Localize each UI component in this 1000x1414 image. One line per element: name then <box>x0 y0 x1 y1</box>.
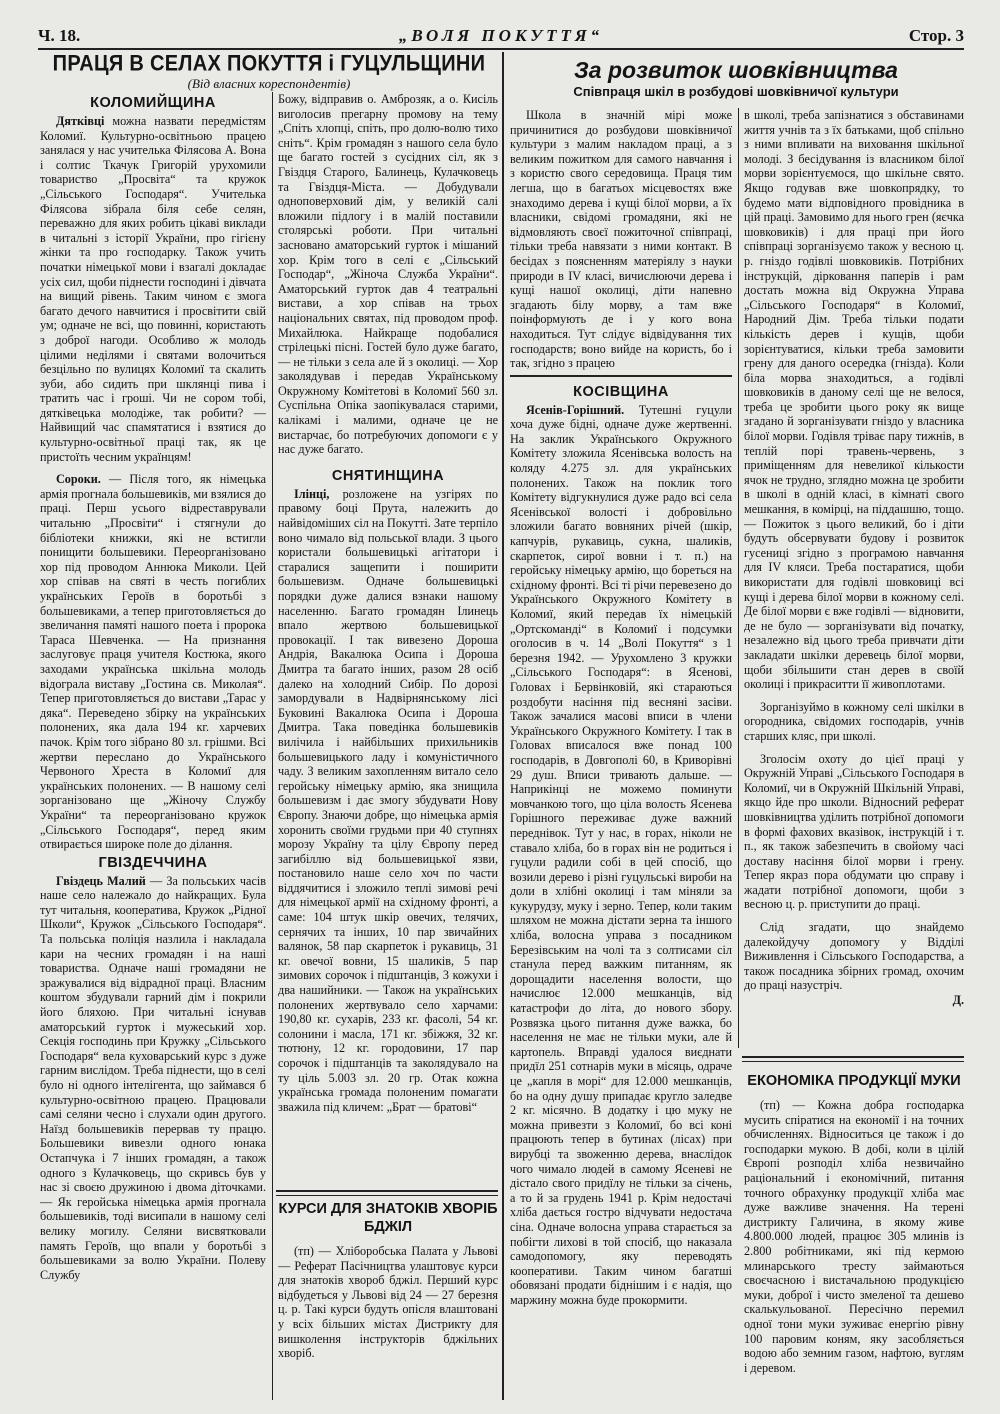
courses-text: (тп) — Хліборобська Палата у Львові — Реферат Пасічництва улаштовує курси для знатоків хвороб бджіл. Перший курс відбудеться у Львові від 24 — 27 березня ц. р. Такі курси будуть опісля влаштовані у всіх більших містах Дистрикту для вишколення інструкторів бджільних хворіб. <box>278 1244 498 1361</box>
page-header <box>38 18 964 48</box>
hvizdets-place: Гвіздець Малий <box>56 873 146 888</box>
soroky-paragraph <box>40 472 266 851</box>
yasiniv-text: Тутешні гуцули хоча дуже бідні, одначе дуже жертвенні. На заклик Українського Окружного Комітету зложила Ясенівська волость на коляду 4.275 зл. для українських полонених. Також на поклик того Комітету відгукнулися дуже радо всі села Ясенівської волості і добровільно зложили багато вовняних річей (шкір, капчурів, рукавиць, сукна, шаликів, скарпеток, сирої вовни і т. п.) на геройську німецьку армію, що бореться на східному фронті. Всі ті річи перевезено до Українського Окружного Комітету в Коломиї, який передав їх німецькій „Ортскоманді“ в Коломиї і подсумки оголосив в ч. 14 „Волі Покуття“ з 1 березня 1942. — Урухомлено 3 кружки „Сільського Господаря“: в Ясенові, Головах і Бервінковій, які стараються роздобути насіння під весняні засіви. Також зачалися масові вписи в члени Українського Окружного Комітету. І так в Головах вписалося вже понад 100 господарів, в Довгополі 60, в Криворівні 29 душ. Вписи тривають дальше. — Наприкінці не можемо поминути мовчанкою того, що ціла волость Ясенева Горішного переживає дуже важний переднівок. Тут у нас, в горах, ніколи не ставало хліба, бо в горах він не родиться і гуцули радили собі в цей спосіб, що возили дерево і різні гуцульські вироби на доли в хлібні околиці і там міняли за кукурудзу, муку і зерно. Тепер, коли таким шляхом не можна дістати зерна та іншого хліба, волосна управа з посадником Березівським на чолі та з солтисами сіл станула перед важким питанням, як дорощадити населення волости, що начислює 12.000 мешканців, від катастрофи до літа, до нового збору. Розвязка цього питання дуже важка, бо населення не має не тільки муки, але й картопель. Вправді удалося виєднати придїл 251 сотнарів муки в місяць, одраче це „капля в морі“ для 12.000 мешканців, бо на одну душу припадає кругло заледве 2 кг. місячно. В додатку і цю муку не можна привезти з Коломиї, бо всі коні працюють тепер в бутинах (лісах) при вирубці та звоженню дерева, внаслідок чого чимало людей в самому Ясеневі не дістало свого придїлу не тільки за січень, а то й за грудень 1941 р. Крім недостачі хліба дається гостро відчувати недостача сіна. Одначе волосна управа старається за побігти лихові в той спосіб, що наказала самодопомогу, яку переводять кооперативи. Таким чином багатші обовязані продати біднішим і є надія, що маржину можна буде прокормити. <box>510 402 732 1307</box>
silk-article-title: За розвиток шовківництва <box>574 57 898 83</box>
kosiv-rule <box>510 375 732 377</box>
silk-article-header <box>508 56 964 108</box>
silk-paragraph-1: Школа в значній мірі може причинитися до розбудови шовківничої культури з малим накладом праці, а з великим пожитком для самого навчання і з користю свого середовища. Праця тим легша, що в багатьох місцевостях вже знаходимо дерева і кущі білої морви, а їх власники, свідомі громадяни, які не відмовляють своєї пожиточної співпраці, тільки треба навязати з ними контакт. В бесідах з поясненням матеріялу з науки природи в IV класі, вичислюючи дерева і кущі нашої околиці, діти напевно згадають білу морву, а там вже поінформують де і у кого вона находиться. Тут слідує відвідування тих господарств; воно вийде на користь, бо і так, згідно з працею <box>510 108 732 371</box>
ilintsi-text: розложене на узгірях по правому боці Прута, належить до найвідоміших сіл на Покутті. Зате терпіло воно чимало від польської влади. З цього користали большевицькі агітатори і старалися защепити і поширити большевизм. Одначе большевицькі порядки дуже далися взнаки нашому населенню. Багато громадян Ілинець впало жертвою большевицької провокації. І так вивезено Дороша Андрія, Вакалюка Осипа і Дороша Дмитра та багато інших, разом 28 осіб далеко на холодний Сибір. По дорозі замордували в Надвірнянському лісі Буковині Вакалюка Осипа і Дороша Дмитра. Така поведінка большевиків вилічила і найбільших прихильників большевицького ладу і комуністичного чаду. З великим захопленням витало село геройську німецьку армію, яка знищила большевизм і дає змогу збудувати Нову Європу. Знаючи добре, що німецька армія хоронить своїми грудьми при 40 ступнях морозу Україну та цілу Європу перед загибіллю від большевицької язви, постановило наше село хоч по части віддячитися і зложило теплі зимові речі для німецької армії на східному фронті, а саме: 104 штук шкір овечих, телячих, сернячих та інших, 10 пар звичайних валянок, 58 пар скарпеток і рукавиць, 31 кг. овечої вовни, 15 шаликів, 5 пар зимових сорочок і підштанців, 3 кожухи і два нашийники. — Також на українських полонених жертвувало село харчами: 190,80 кг. сухарів, 233 кг. фасолі, 54 кг. солонини і масла, 171 кг. збіжжя, 32 кг. тютюну, 12 кг. городовини, 17 пар сорочок і підштанців та заколядувало на ту ціль 5.003 зл. 20 гр. Отак кожна українська громада полоненим помагати зважила під кличем: „Брат — братові“ <box>278 486 498 1114</box>
soroky-text: — Після того, як німецька армія прогнала большевиків, ми взялися до праці. Перш усього відреставрували читальню „Просвіти“ і стягнули до бібліотеки книжки, які не встигли понищити большевики. Переорганізовано хор під проводом Аннюка Миколи. Цей хор співав на святі в честь погиблих українських Героїв в боротьбі з большевиками, а тепер приготовляється до звеличання памяті нашого поета і пророка Тараса Шевченка. — На признання заслуговує праця учителя Костюка, якого заходами українська шкільна молодь відограла виставу „Гостина св. Миколая“. Тепер приготовляється до вистави „Тарас у дяка“. Переведено збірку на українських полонених, яка дала 194 кг. харчевих пачок. Крім того зібрано 80 зл. грішми. Всі жертви переслано до Українського Червоного Хреста в Коломиї для українських полонених. — В нашому селі зорганізовано ще „Жіночу Службу України“ та переорганізовано кружок „Сільського Господаря“, перед яким отвирається широке поле до ділання. <box>40 472 266 852</box>
column-rule-1 <box>272 92 273 1400</box>
main-article-subtitle: (Від власних кореспондентів) <box>187 76 351 91</box>
hvizdets-text: — За польських часів наше село належало до найкращих. Була тут читальня, кооператива, Кружок „Рідної Школи“, Кружок „Сільського Господаря“. Та польська поліція назлила і накладала кари на чесних громадян і на наші товариства. Одначе наші громадяни не зражувалися від відрадної праці. Власним коштом збудували гарний дім і покрили його бляхою. При читальні існував аматорський гурток і мужеський хор. Секція господинь при Кружку „Сільського Господаря“ вела куховарський курс з дуже гарним вислідом. Треба піднести, що в селі було ні одного інтелігента, що займався б культурно-освітною працею. Працювали самі селяни чесно і слухали один другого. Наїзд большевиків перервав ту працю. Большевики вивезли одного юнака Остапчука і 7 інших громадян, а також одного з Кулачковець, що скривсь був у нас зі своєю дружиною і двома діточками. — Як геройська німецька армія прогнала большевиків, тоді висипали в нашому селі велику могилу. Селяни висвятковали память Героїв, що впали у боротьбі з большевиками за волю України. Полеву Службу <box>40 873 266 1282</box>
kosiv-heading: КОСІВЩИНА <box>573 383 669 400</box>
courses-box-top-2 <box>276 1195 498 1196</box>
silk-signature: Д. <box>952 993 964 1008</box>
ilintsi-place: Ілінці, <box>294 486 330 501</box>
yasiniv-paragraph <box>510 403 732 1308</box>
flour-text: (тп) — Кожна добра господарка мусить спіратися на економії і на точних обчисленнях. Відноситься це також і до господарки мукою. В добі, коли в цілій Європі розподіл хліба незвичайно раціональний і економічний, питання точного обрахунку продукції хліба має дуже важливе значення. На терені дистрикту Галичина, в якому живе 4.800.000 людей, працює 305 млинів із 2.800 робітниками, які під кермою млинарського тресту займаються своєчасною і вистачальною продукцією муки, доброї і чисто змеленої та дешево скалькульованої. Пересічно перемил одної тони муки зуживає енергію рівну 100 паровим коням, яку засобляється водою або земним газом, нафтою, вуглям і деревом. <box>744 1098 964 1375</box>
silk-article-subtitle: Співпраця шкіл в розбудові шовківничої культури <box>573 84 899 99</box>
yasiniv-place: Ясенів-Горішний. <box>526 402 625 417</box>
courses-article <box>278 1200 498 1400</box>
issue-number: Ч. 18. <box>38 26 81 45</box>
hvizdets-paragraph <box>40 874 266 1283</box>
header-rule <box>38 48 964 50</box>
column-1 <box>40 92 266 1402</box>
page-number: Стор. 3 <box>908 26 964 45</box>
flour-title: ЕКОНОМІКА ПРОДУКЦІЇ МУКИ <box>747 1073 961 1089</box>
flour-box-top-2 <box>742 1061 964 1062</box>
silk-continuation: в школі, треба запізнатися з обставинами життя учнів та з їх батьками, щоб спільно з ними впливати на виховання шкільної молоді. З бесідування із власником білої морви зорієнтуємося, що шкільне свято. Якщо годував вже шовкопрядку, то будемо мати відповідного провідника в цій праці. Замовимо для нього грен (яєчка шовковиків) і для праці при його співпраці зорганізуємо також у весною ц. р. гніздо годівлі шовковиків. Потрібних інструкцій, дірковання паперів і рам достать можна від Окружна Управа „Сільського Господаря“ в Коломиї, Народний Дім. Треба тільки подати кількість дерев і кущів, щоби зорієнтуватися, кільки треба замовити грену для даного осередка (гнізда). Коли біла морва знаходиться, а годівлі шовковиків в даному селі ще не велося, треба це зробити цього року як вище згадано й зорганізувати гніздо у власника білої морви. Годівля тріває пару тижнів, в теплій порі травень-червень, з приміщенням для невеликої кількости ячок не трудно, зглядно можна це зробити в школі в одній класі, в кімнаті свого мешкання, в комірці, на піддашшю, тощо. — Пожиток з цього великий, бо і діти будуть обсервувати будову і розвиток гусениці згідно з програмою навчання для IV кляси. Треба постаратися, щоби використати для годівлі шовковиці всі кущі і дерева білої морви в кожному селі. Де білої морви є вже годівлі — відновити, де не було — зорганізувати від початку, незалежно від цього треба привчати діти закладати шкілки деревець білої морви, щоби збільшити стан дерев в своїй околиці і прикраситти її живоплотами. <box>744 108 964 692</box>
sniatyn-heading: СНЯТИНЩИНА <box>331 467 445 484</box>
dyatkivtsi-text: можна назвати передмістям Коломиї. Культурно-освітньою працею занялася у нас учителька Філясова А. Вона і солтис Ткачук Григорій урухомили товариство „Просвіта“ та кружок „Сільського Господаря“. Учителька Філясова зібрала біля себе селян, переважно для яких робить цікаві виклади в читальні з історії України, про гігієну жінки та про господарку. Також учить початки німецької мови і взагалі докладає усіх сил, щоби піднести господині і дівчата на вищий рівень. Таким чином є змога багато дечого навчитися і просвітити свій ум; одначе не всі, що повинні, користають з доброї нагоди. Особливо ж молодь цілими неділями і святами волочиться безцільно по вулицях Коломиї та скалить зуби, або сидить при шклянці пива і тратить час і гроші. Чи не сором тобі, дятківецька молодіже, так робити? — Найвищий час спамятатися і взятися до культурно-освітньої праці так, як це пристоїть чесним українцям! <box>40 114 266 464</box>
newspaper-title: „ВОЛЯ ПОКУТТЯ“ <box>398 26 604 45</box>
main-article-header <box>40 52 498 96</box>
courses-box-top <box>276 1190 498 1192</box>
column-3 <box>510 108 732 1403</box>
column-rule-3 <box>738 108 739 1048</box>
courses-title: КУРСИ ДЛЯ ЗНАТОКІВ ХВОРІБ БДЖІЛ <box>278 1201 498 1235</box>
dyatkivtsi-place: Дятківці <box>56 114 105 128</box>
silk-paragraph-3: Зголосім охоту до цієї праці у Окружній Управі „Сільського Господаря в Коломиї, чи в Окружній Шкільній Управі, якщо йде про школи. Відносний реферат шовківництва уділить потрібної допомоги в формі фахових вказівок, інструкцій і т. п., як також забезпечить в свойому часі доставу насіння білої морви і грену. Тепер якраз пора обдумати цю справу і жадати потрібної допомоги, щоби з весною ц. р. приступити до праці. <box>744 751 964 912</box>
column-2 <box>278 92 498 1180</box>
column-4 <box>744 108 964 1050</box>
hvizdets-heading: ГВІЗДЕЧЧИНА <box>98 854 208 871</box>
column-rule-2 <box>502 52 504 1400</box>
ilintsi-paragraph <box>278 487 498 1115</box>
hvizdets-continuation: Божу, відправив о. Амброзяк, а о. Кисіль виголосив прегарну промову на тему „Спіть хлопці, спіть, про долю-волю тихо сніть“. Крім громадян з нашого села було ще багато гостей з сусідних сіл, як з Гвіздця Старого, Балинець, Кулачковець та Гвіздця-Міста. — Добудували одноповерховий дім, у великій салі вложили підлогу і в малій поставили столярські роботи. При читальні засновано аматорський гурток і мішаний хор. Крім того в селі є „Сільський Господар“, „Жіноча Служба України“. Аматорський гурток дав 4 театральні вистави, а хор співав на трьох національних святах, під проводом проф. Михайлюка. Найкраще подобалися стрілецькі пісні. Гостей було дуже багато, — не тільки з села але й з околиці. — Хор заколядував і передав Українському Окружному Комітетові в Коломиї 560 зл. Суспільна Опіка заопікувалася старими, калікамі і малими, одначе це не вистарчає, бо потребуючих допомоги є у нас дуже багато. <box>278 92 498 457</box>
kolomyia-heading: КОЛОМИЙЩИНА <box>90 95 216 111</box>
flour-article <box>744 1072 964 1402</box>
flour-box-top <box>742 1056 964 1058</box>
main-article-title: ПРАЦЯ В СЕЛАХ ПОКУТТЯ і ГУЦУЛЬЩИНИ <box>52 52 486 77</box>
silk-paragraph-2: Зорганізуймо в кожному селі шкілки в огородника, свідомих господарів, учнів старших кляс, при школі. <box>744 699 964 743</box>
soroky-place: Сороки. <box>56 472 101 487</box>
silk-paragraph-4: Слід згадати, що знайдемо далекойдучу допомогу у Відділі Виживлення і Сільського Господарства, а також посадника збірних громад, охочим до праці назустріч. <box>744 920 964 993</box>
dyatkivtsi-paragraph <box>40 114 266 464</box>
